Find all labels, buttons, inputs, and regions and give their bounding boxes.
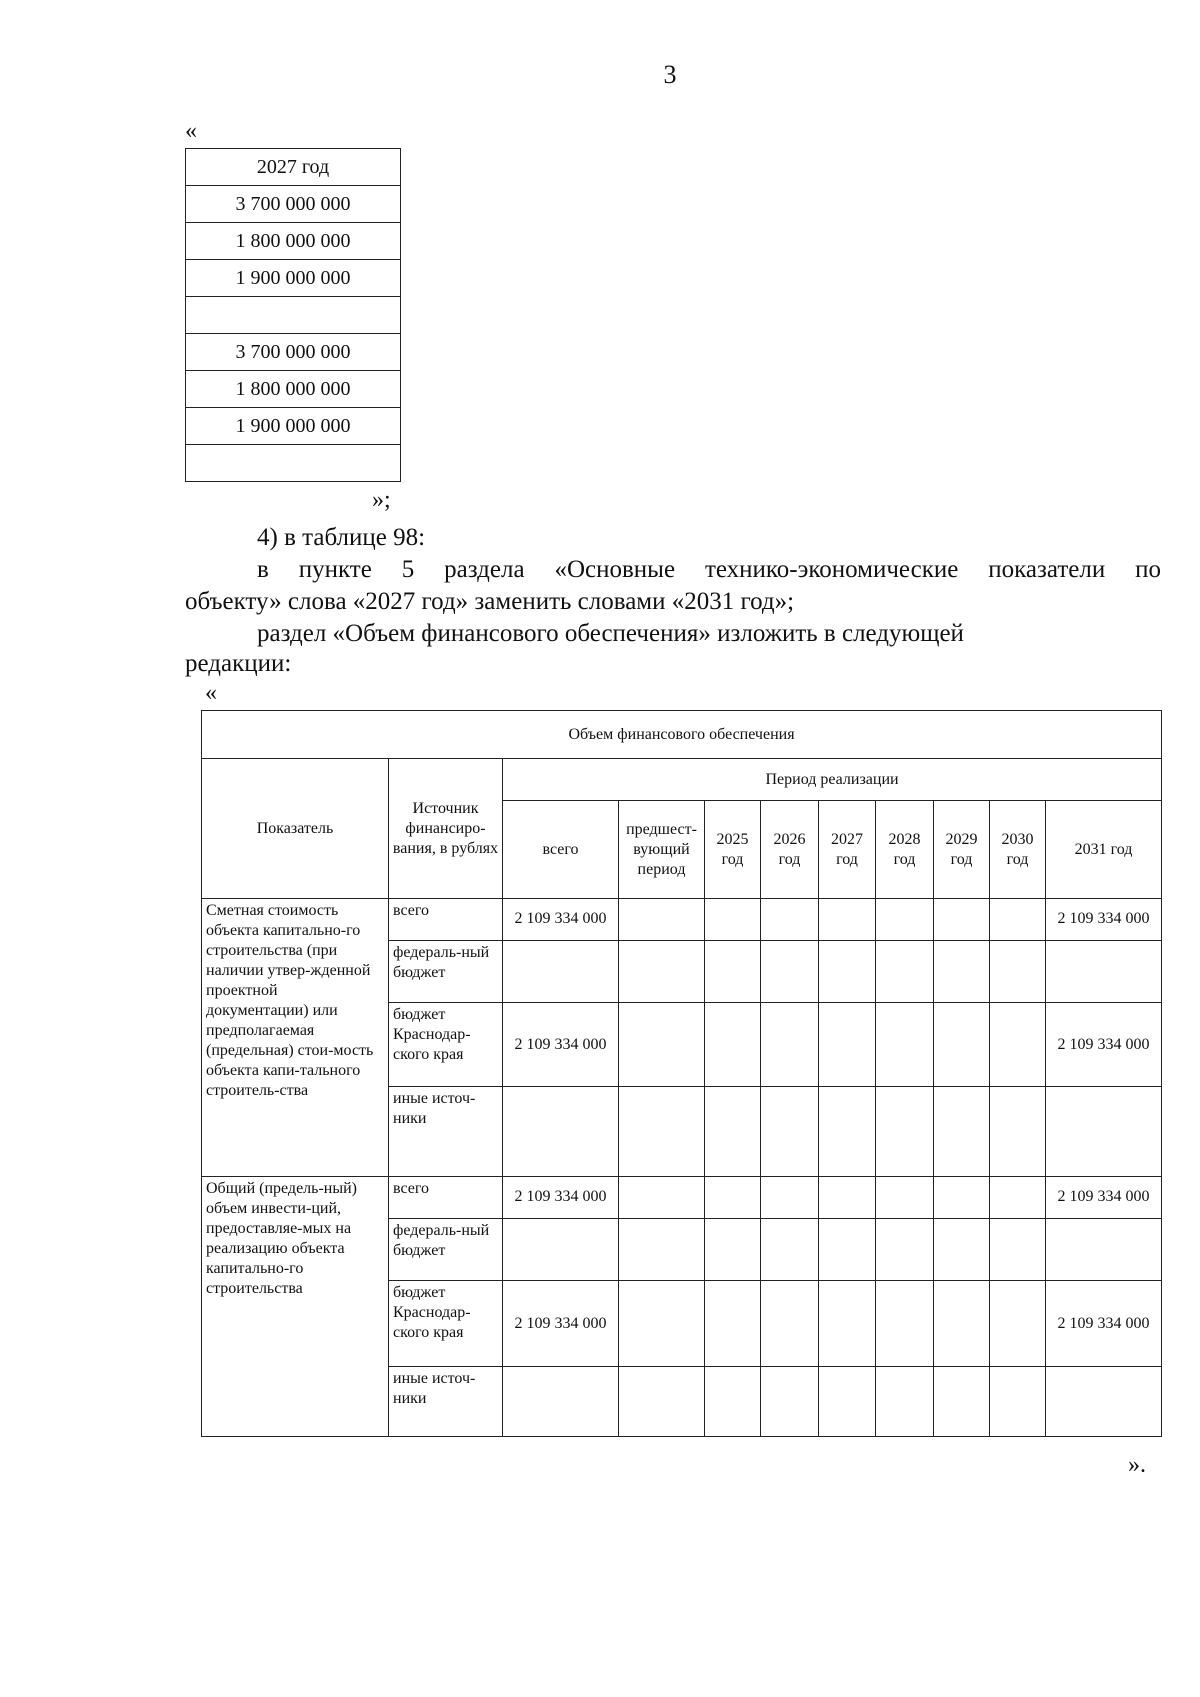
header-source: Источник финансиро-вания, в рублях bbox=[389, 759, 503, 899]
source-cell: всего bbox=[389, 899, 503, 941]
header-period-col: всего bbox=[503, 801, 619, 899]
source-cell: бюджет Краснодар-ского края bbox=[389, 1281, 503, 1367]
value-2031: 2 109 334 000 bbox=[1046, 1003, 1162, 1087]
paragraph-3-line-2: редакции: bbox=[185, 650, 292, 677]
page-number: 3 bbox=[663, 60, 677, 89]
value-2031: 2 109 334 000 bbox=[1046, 1177, 1162, 1219]
header-period-col: 2029 год bbox=[934, 801, 990, 899]
value-total: 2 109 334 000 bbox=[503, 1177, 619, 1219]
paragraph-2-line-2: объекту» слова «2027 год» заменить словами «2031 год»; bbox=[185, 588, 795, 615]
indicator-cell: Общий (предель-ный) объем инвести-ций, предоставляе-мых на реализацию объекта капитально-го строительства bbox=[202, 1177, 389, 1437]
paragraph-3-line-1: раздел «Объем финансового обеспечения» изложить в следующей bbox=[257, 620, 964, 647]
open-quote-2: « bbox=[205, 680, 217, 706]
header-period-col: предшест-вующий период bbox=[619, 801, 705, 899]
close-quote-1: »; bbox=[372, 487, 391, 513]
header-period-col: 2031 год bbox=[1046, 801, 1162, 899]
small-table-cell: 3 700 000 000 bbox=[186, 186, 401, 223]
value-total: 2 109 334 000 bbox=[503, 1003, 619, 1087]
small-table-cell: 1 800 000 000 bbox=[186, 223, 401, 260]
header-period-col: 2025 год bbox=[705, 801, 761, 899]
paragraph-2-line-1: в пункте 5 раздела «Основные технико-экономические показатели по bbox=[257, 556, 1161, 583]
small-table-cell: 1 900 000 000 bbox=[186, 260, 401, 297]
value-2031 bbox=[1046, 941, 1162, 1003]
value-2031 bbox=[1046, 1087, 1162, 1177]
small-table-cell bbox=[186, 297, 401, 334]
small-table-cell: 3 700 000 000 bbox=[186, 334, 401, 371]
table-row bbox=[202, 1177, 1162, 1219]
source-cell: бюджет Краснодар-ского края bbox=[389, 1003, 503, 1087]
source-cell: иные источ-ники bbox=[389, 1367, 503, 1437]
value-total bbox=[503, 1087, 619, 1177]
value-total: 2 109 334 000 bbox=[503, 899, 619, 941]
value-2031 bbox=[1046, 1367, 1162, 1437]
header-indicator: Показатель bbox=[202, 759, 389, 899]
header-period-col: 2026 год bbox=[761, 801, 819, 899]
financing-table bbox=[201, 710, 1162, 1437]
table-row bbox=[202, 899, 1162, 941]
value-2031: 2 109 334 000 bbox=[1046, 1281, 1162, 1367]
value-total: 2 109 334 000 bbox=[503, 1281, 619, 1367]
small-table-header: 2027 год bbox=[186, 149, 401, 186]
open-quote-1: « bbox=[185, 118, 197, 144]
table-title: Объем финансового обеспечения bbox=[202, 711, 1162, 759]
source-cell: иные источ-ники bbox=[389, 1087, 503, 1177]
header-period-col: 2028 год bbox=[876, 801, 934, 899]
header-period-col: 2030 год bbox=[990, 801, 1046, 899]
value-total bbox=[503, 1367, 619, 1437]
value-total bbox=[503, 1219, 619, 1281]
paragraph-1: 4) в таблице 98: bbox=[257, 524, 426, 551]
value-2031: 2 109 334 000 bbox=[1046, 899, 1162, 941]
close-quote-2: ». bbox=[1128, 1452, 1146, 1478]
small-table-cell: 1 800 000 000 bbox=[186, 371, 401, 408]
source-cell: федераль-ный бюджет bbox=[389, 1219, 503, 1281]
header-period-col: 2027 год bbox=[819, 801, 876, 899]
source-cell: всего bbox=[389, 1177, 503, 1219]
indicator-cell: Сметная стоимость объекта капитально-го строительства (при наличии утвер-жденной проектной документации) или предполагаемая (предельная) стои-мость объекта капи-тального строитель-ства bbox=[202, 899, 389, 1177]
header-period: Период реализации bbox=[503, 759, 1162, 801]
source-cell: федераль-ный бюджет bbox=[389, 941, 503, 1003]
value-2031 bbox=[1046, 1219, 1162, 1281]
small-table-cell bbox=[186, 445, 401, 482]
small-table-cell: 1 900 000 000 bbox=[186, 408, 401, 445]
value-total bbox=[503, 941, 619, 1003]
small-table bbox=[185, 148, 401, 482]
